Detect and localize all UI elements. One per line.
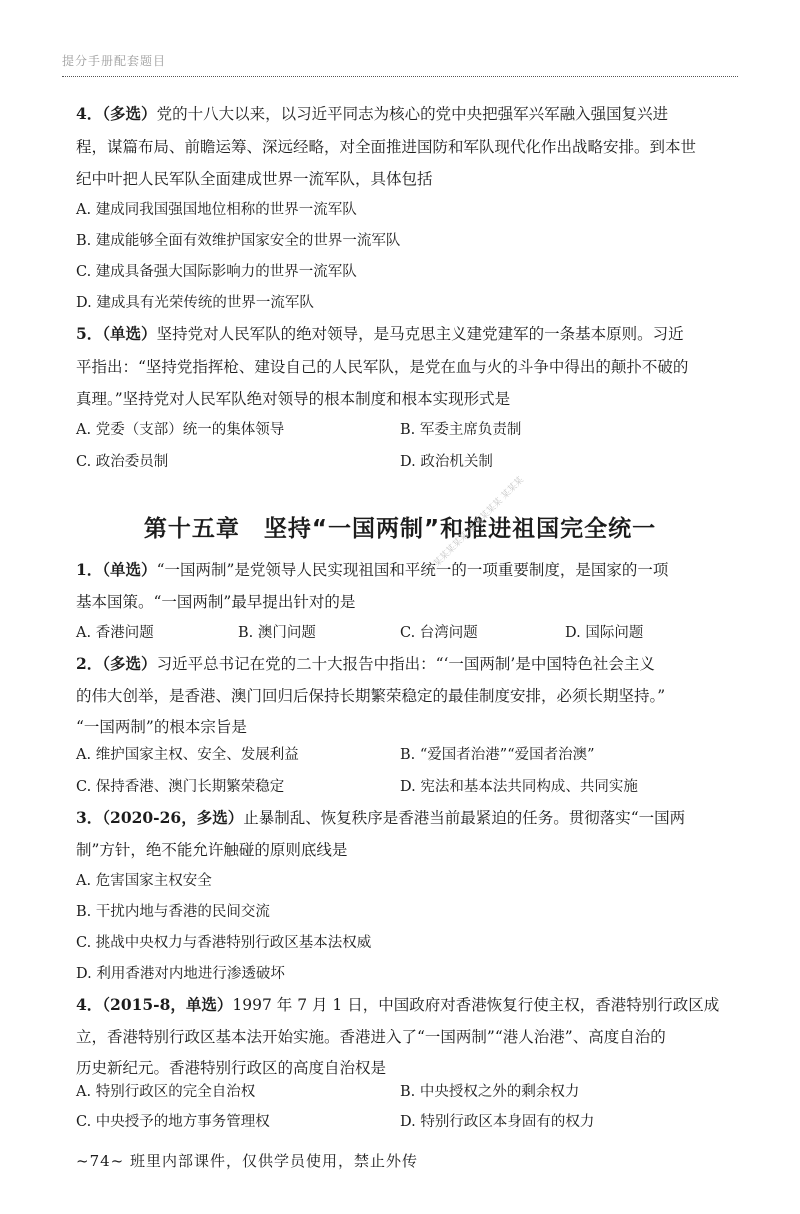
question-type: （2020-26，多选） [102,808,244,827]
question-text: 止暴制乱、恢复秩序是香港当前最紧迫的任务。贯彻落实“一国两 [243,809,686,827]
question-4-stem-line-2: 程，谋篇布局、前瞻运筹、深远经略，对全面推进国防和军队现代化作出战略安排。到本世 [76,138,697,156]
chapter-question-2-stem-line-1 [76,654,736,674]
chapter-question-4-option-b: B. 中央授权之外的剩余权力 [400,1084,580,1100]
chapter-question-1-option-a: A. 香港问题 [76,625,154,641]
question-5-stem-line-1 [76,324,736,344]
chapter-question-2-option-b: B. “爱国者治港”“爱国者治澳” [400,747,595,763]
chapter-question-2-stem-line-2: 的伟大创举，是香港、澳门回归后保持长期繁荣稳定的最佳制度安排，必须长期坚持。” [76,687,666,705]
question-5-option-c: C. 政治委员制 [76,454,169,470]
watermark: 某某某某某 某某某某某 某某某 [432,475,526,570]
chapter-question-3-stem-line-2: 制”方针，绝不能允许触碰的原则底线是 [76,841,348,859]
question-number: 4． [76,104,103,123]
question-number: 4． [76,995,103,1014]
question-5-option-b: B. 军委主席负责制 [400,422,522,438]
chapter-question-4-option-c: C. 中央授予的地方事务管理权 [76,1114,270,1130]
chapter-question-1-option-d: D. 国际问题 [565,625,644,641]
chapter-question-1-option-b: B. 澳门问题 [238,625,316,641]
chapter-question-1-option-c: C. 台湾问题 [400,625,478,641]
question-number: 2． [76,654,103,673]
question-type: （2015-8，单选） [102,995,233,1014]
question-4-stem-line-1 [76,104,736,124]
chapter-question-2-option-c: C. 保持香港、澳门长期繁荣稳定 [76,779,285,795]
question-text: 党的十八大以来，以习近平同志为核心的党中央把强军兴军融入强国复兴进 [156,105,669,123]
question-text: 习近平总书记在党的二十大报告中指出：“‘一国两制’是中国特色社会主义 [156,655,655,673]
chapter-question-3-option-a: A. 危害国家主权安全 [76,873,212,889]
chapter-question-3-option-d: D. 利用香港对内地进行渗透破坏 [76,966,285,982]
question-5-option-d: D. 政治机关制 [400,454,493,470]
question-text: 1997 年 7 月 1 日，中国政府对香港恢复行使主权，香港特别行政区成 [232,996,720,1014]
chapter-question-4-stem-line-3: 历史新纪元。香港特别行政区的高度自治权是 [76,1059,387,1077]
question-text: “一国两制”是党领导人民实现祖国和平统一的一项重要制度，是国家的一项 [156,561,669,579]
question-type: （多选） [102,654,157,673]
chapter-question-4-stem-line-1 [76,995,736,1015]
page-header: 提分手册配套题目 [62,54,167,68]
question-type: （单选） [102,560,157,579]
chapter-question-4-option-d: D. 特别行政区本身固有的权力 [400,1114,595,1130]
page-footer: ~74~ 班里内部课件，仅供学员使用，禁止外传 [76,1152,418,1170]
chapter-question-2-stem-line-3: “一国两制”的根本宗旨是 [76,718,247,736]
chapter-question-1-stem-line-1 [76,560,736,580]
chapter-question-2-option-d: D. 宪法和基本法共同构成、共同实施 [400,779,638,795]
question-4-option-b: B. 建成能够全面有效维护国家安全的世界一流军队 [76,233,401,249]
question-4-option-a: A. 建成同我国强国地位相称的世界一流军队 [76,202,357,218]
chapter-question-3-stem-line-1 [76,808,736,828]
chapter-question-3-option-c: C. 挑战中央权力与香港特别行政区基本法权威 [76,935,372,951]
question-number: 5． [76,324,103,343]
chapter-question-3-option-b: B. 干扰内地与香港的民间交流 [76,904,270,920]
question-4-stem-line-3: 纪中叶把人民军队全面建成世界一流军队，具体包括 [76,170,433,188]
question-type: （多选） [102,104,157,123]
question-5-stem-line-3: 真理。”坚持党对人民军队绝对领导的根本制度和根本实现形式是 [76,390,511,408]
question-number: 3． [76,808,103,827]
question-5-stem-line-2: 平指出：“坚持党指挥枪、建设自己的人民军队，是党在血与火的斗争中得出的颠扑不破的 [76,358,689,376]
question-number: 1． [76,560,103,579]
chapter-question-2-option-a: A. 维护国家主权、安全、发展利益 [76,747,299,763]
question-4-option-c: C. 建成具备强大国际影响力的世界一流军队 [76,264,357,280]
chapter-question-1-stem-line-2: 基本国策。“一国两制”最早提出针对的是 [76,593,356,611]
chapter-question-4-option-a: A. 特别行政区的完全自治权 [76,1084,256,1100]
question-type: （单选） [102,324,157,343]
header-divider [62,76,738,77]
question-4-option-d: D. 建成具有光荣传统的世界一流军队 [76,295,314,311]
question-5-option-a: A. 党委（支部）统一的集体领导 [76,422,285,438]
chapter-question-4-stem-line-2: 立，香港特别行政区基本法开始实施。香港进入了“一国两制”“港人治港”、高度自治的 [76,1028,666,1046]
chapter-title: 第十五章 坚持“一国两制”和推进祖国完全统一 [143,516,657,542]
question-text: 坚持党对人民军队的绝对领导，是马克思主义建党建军的一条基本原则。习近 [156,325,684,343]
